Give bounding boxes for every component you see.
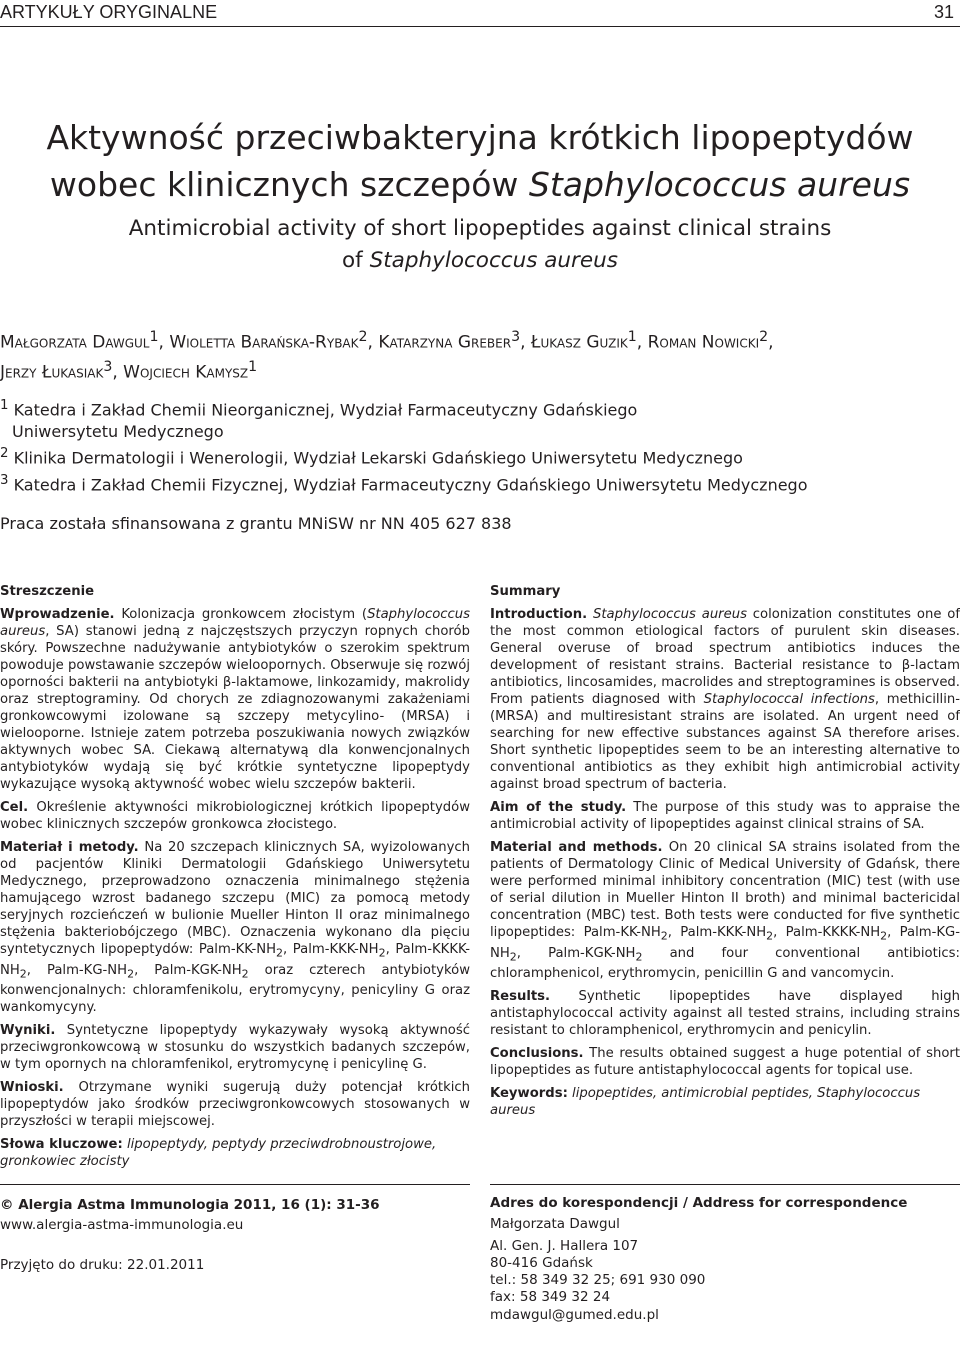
author: Wojciech Kamysz (123, 362, 249, 383)
summary-paragraph-results (490, 988, 960, 1039)
subscript: 2 (635, 950, 643, 964)
paragraph-text: Otrzymane wyniki sugerują duży potencjał krótkich lipopeptydów jako środków przeciwgronkowcowych stosowanych w przyszłości w terapii miejscowej. (0, 1080, 470, 1130)
author-affil-ref: 2 (759, 329, 769, 345)
journal-info (0, 1195, 470, 1275)
species-name: Staphylococcal infections (703, 692, 875, 707)
correspondence-city: 80-416 Gdańsk (490, 1254, 593, 1271)
paragraph-text: oraz czterech antybiotyków konwencjonalnych: chloramfenikolu, erytromycyny, penicyliny G oraz wankomycyny. (0, 962, 470, 1016)
section-label: Results. (490, 989, 551, 1005)
affiliation-1-cont: Uniwersytetu Medycznego (12, 422, 224, 442)
paragraph-text: colonization constitutes one of the most common etiological factors of purulent skin diseases. General overuse of broad spectrum antibiotics induces the development of resistant strains. Bacterial resistance to β-lactam antibiotics, lincosamides, macrolides and streptogramines is observed. From patients diagnosed with (490, 607, 960, 707)
author-affil-ref: 3 (511, 329, 521, 345)
author: Łukasz Guzik (530, 332, 628, 353)
abstract-polish-heading: Streszczenie (0, 584, 95, 599)
title-english-line2-text: of (342, 248, 370, 273)
journal-url[interactable]: www.alergia-astma-immunologia.eu (0, 1217, 244, 1233)
abstract-paragraph-methods (0, 839, 470, 1016)
title-english-species: Staphylococcus aureus (369, 248, 618, 273)
abstract-paragraph-aim (0, 799, 470, 833)
author-affil-ref: 1 (627, 329, 637, 345)
summary-paragraph-methods (490, 839, 960, 982)
title-polish-line2-text: wobec klinicznych szczepów (49, 165, 529, 204)
author: Małgorzata Dawgul (0, 332, 150, 353)
affiliation-2 (0, 443, 958, 469)
affiliation-number: 2 (0, 446, 9, 462)
footer-rule-left (0, 1184, 470, 1185)
section-label: Keywords: (490, 1086, 568, 1102)
title-polish-line2 (0, 161, 960, 208)
subscript: 2 (660, 929, 668, 943)
abstract-english-heading: Summary (490, 584, 561, 599)
author: Katarzyna Greber (378, 332, 512, 353)
species-name: Staphylococcus aureus (0, 607, 470, 639)
affiliation-number: 1 (0, 398, 9, 413)
section-label: Material and methods. (490, 840, 663, 855)
abstract-paragraph-intro (0, 606, 470, 793)
spacer (0, 1235, 470, 1255)
paragraph-text: , Palm-KGK-NH (134, 962, 242, 978)
paragraph-text: , Palm-KKKK-NH (773, 925, 881, 940)
correspondence-name: Małgorzata Dawgul (490, 1216, 620, 1233)
section-label: Introduction. (490, 607, 588, 622)
correspondence-fax: fax: 58 349 32 24 (490, 1289, 611, 1306)
paragraph-text: , Palm-KKK-NH (667, 925, 767, 940)
paragraph-text: , Palm-KG-NH (26, 962, 128, 978)
summary-paragraph-conclusions (490, 1045, 960, 1079)
species-name: Staphylococcus aureus (587, 607, 747, 622)
section-label: Wnioski. (0, 1080, 64, 1096)
subscript: 2 (127, 967, 135, 981)
title-polish-line1: Aktywność przeciwbakteryjna krótkich lipopeptydów (46, 118, 914, 157)
paragraph-text: Kolonizacja gronkowcem złocistym ( (114, 607, 368, 622)
keywords-text: lipopeptydy, peptydy przeciwdrobnoustrojowe, gronkowiec złocisty (0, 1137, 437, 1170)
paragraph-text: Określenie aktywności mikrobiologicznej krótkich lipopeptydów wobec klinicznych szczepów gronkowca złocistego. (0, 800, 470, 832)
author-list: Małgorzata Dawgul$^1$, Wioletta Barańska-Rybak$^2$, Katarzyna Greber$^3$, Łukasz Guzik$^1$, Roman Nowicki$^2$, Jerzy Łukasiak$^3$, Wojciech Kamysz$^1$ (0, 329, 774, 383)
paragraph-text: , Palm-KGK-NH (516, 945, 636, 961)
paragraph-text: , Palm-KKKK-NH (0, 942, 470, 978)
section-label: ARTYKUŁY ORYGINALNE (0, 2, 218, 22)
author-affil-ref: 2 (358, 329, 368, 345)
author: Jerzy Łukasiak (0, 362, 104, 383)
affiliation-3 (0, 470, 958, 496)
paragraph-text: The purpose of this study was to appraise the antimicrobial activity of lipopeptides against clinical strains of SA. (490, 800, 960, 832)
correspondence-phone: tel.: 58 349 32 25; 691 930 090 (490, 1272, 706, 1289)
affiliation-text: Katedra i Zakład Chemii Fizycznej, Wydział Farmaceutyczny Gdańskiego Uniwersytetu Medycznego (13, 474, 808, 494)
keywords-text: lipopeptides, antimicrobial peptides, Staphylococcus aureus (490, 1086, 921, 1119)
section-label: Conclusions. (490, 1046, 584, 1062)
subscript: 2 (378, 946, 386, 960)
running-header (0, 0, 960, 25)
correspondence-heading: Adres do korespondencji / Address for correspondence (490, 1195, 908, 1211)
author-affil-ref: 3 (103, 358, 113, 375)
title-english-line2 (0, 245, 960, 277)
footer-rule-right (490, 1184, 960, 1185)
paragraph-text: Na 20 szczepach klinicznych SA, wyizolowanych od pacjentów Kliniki Dermatologii Gdańskiego Uniwersytetu Medycznego, przeprowadzono oznaczenia minimalnego stężenia hamującego wzrost badanego szczepu (MIC) za pomocą metody seryjnych rozcieńczeń w bulionie Mueller Hinton II oraz minimalnego stężenia bakteriobójczego (MBC). Oznaczenia wykonano dla pięciu syntetycznych lipopeptydów: Palm-KK-NH (0, 840, 470, 957)
title-polish (0, 114, 960, 208)
paragraph-text: The results obtained suggest a huge potential of short lipopeptides as future antistaphylococcal agents for topical use. (490, 1046, 960, 1079)
subscript: 2 (880, 929, 888, 943)
affiliations (0, 395, 958, 496)
page-number: 31 (933, 2, 954, 22)
correspondence-email[interactable]: mdawgul@gumed.edu.pl (490, 1306, 659, 1323)
subscript: 2 (766, 929, 774, 943)
section-label: Wprowadzenie. (0, 607, 115, 622)
title-english (0, 213, 960, 277)
author: Roman Nowicki (647, 332, 760, 353)
affiliation-text: Klinika Dermatologii i Wenerologii, Wydział Lekarski Gdańskiego Uniwersytetu Medycznego (13, 448, 743, 468)
abstract-keywords (0, 1136, 470, 1170)
subscript: 2 (276, 946, 284, 960)
abstract-english (490, 583, 960, 1125)
funding-note: Praca została sfinansowana z grantu MNiSW nr NN 405 627 838 (0, 514, 512, 533)
paragraph-text: , Palm-KKK-NH (283, 942, 379, 957)
paragraph-text: Synthetic lipopeptides have displayed high antistaphylococcal activity against all tested strains, including strains resistant to chloramphenicol, erythromycin and penicylin. (490, 989, 960, 1039)
title-english-line1: Antimicrobial activity of short lipopeptides against clinical strains (128, 216, 832, 241)
paragraph-text: On 20 clinical SA strains isolated from the patients of Dermatology Clinic of Medical University of Gdańsk, there were performed minimal inhibitory concentration (MIC) test (with use of serial dilution in Mueller Hinton II broth) and minimal bactericidal concentration (MBC) test. Both tests were conducted for five synthetic lipopeptides: Palm-KK-NH (490, 840, 960, 940)
paragraph-text: , methicillin- (MRSA) and multiresistant strains are isolated. An urgent need of searching for new effective substances against SA therefore arises. Short synthetic lipopeptides seem to be an interesting alternative to conventional antibiotics as they exhibit high antimicrobial activity against broad spectrum of bacteria. (490, 692, 960, 792)
correspondence-address (490, 1195, 960, 1324)
journal-citation: © Alergia Astma Immunologia 2011, 16 (1): 31-36 (0, 1197, 380, 1213)
author-affil-ref: 1 (149, 329, 159, 345)
summary-keywords (490, 1085, 960, 1119)
subscript: 2 (19, 967, 27, 981)
paragraph-text: , Palm-KG-NH (490, 925, 960, 961)
subscript: 2 (509, 950, 517, 964)
subscript: 2 (241, 967, 249, 981)
section-label: Materiał i metody. (0, 840, 139, 855)
header-rule (0, 26, 960, 27)
correspondence-street: Al. Gen. J. Hallera 107 (490, 1237, 639, 1254)
paragraph-text: Syntetyczne lipopeptydy wykazywały wysoką aktywność przeciwgronkowcową w stosunku do wszystkich badanych szczepów, w tym opornych na chloramfenikol, erytromycynę i penicylinę G. (0, 1023, 470, 1073)
abstract-polish (0, 583, 470, 1176)
summary-paragraph-aim (490, 799, 960, 833)
title-polish-species: Staphylococcus aureus (528, 165, 911, 204)
author: Wioletta Barańska-Rybak (169, 332, 359, 353)
summary-paragraph-intro (490, 606, 960, 793)
abstract-paragraph-results (0, 1022, 470, 1073)
affiliation-number: 3 (0, 472, 9, 488)
section-label: Wyniki. (0, 1023, 56, 1039)
section-label: Słowa kluczowe: (0, 1137, 123, 1153)
paragraph-text: and four conventional antibiotics: chloramphenicol, erythromycin, penicillin G and vancomycin. (490, 945, 960, 982)
affiliation-text: Katedra i Zakład Chemii Nieorganicznej, Wydział Farmaceutyczny Gdańskiego (13, 400, 638, 420)
accepted-date: Przyjęto do druku: 22.01.2011 (0, 1257, 205, 1273)
section-label: Aim of the study. (490, 800, 627, 815)
section-label: Cel. (0, 800, 29, 815)
affiliation-1 (0, 395, 958, 421)
abstract-paragraph-conclusions (0, 1079, 470, 1130)
paragraph-text: , SA) stanowi jedną z najczęstszych przyczyn ropnych chorób skóry. Powszechne nadużywanie antybiotyków o szerokim spektrum powoduje powstawanie szczepów wieloopornych. Obserwuje się rozwój oporności bakterii na antybiotyki β-laktamowe, linkozamidy, makrolidy oraz streptograminy. Od chorych ze zdiagnozowanymi zakażeniami gronkowcowymi izolowane są szczepy metycylino- (MRSA) i wielooporne. Istnieje zatem potrzeba poszukiwania nowych związków aktywnych wobec SA. Ciekawą alternatywą dla konwencjonalnych antybiotyków wydają się być krótkie syntetyczne lipopeptydy wykazujące wysoką aktywność wobec wielu szczepów bakterii. (0, 624, 470, 792)
author-affil-ref: 1 (248, 358, 258, 375)
